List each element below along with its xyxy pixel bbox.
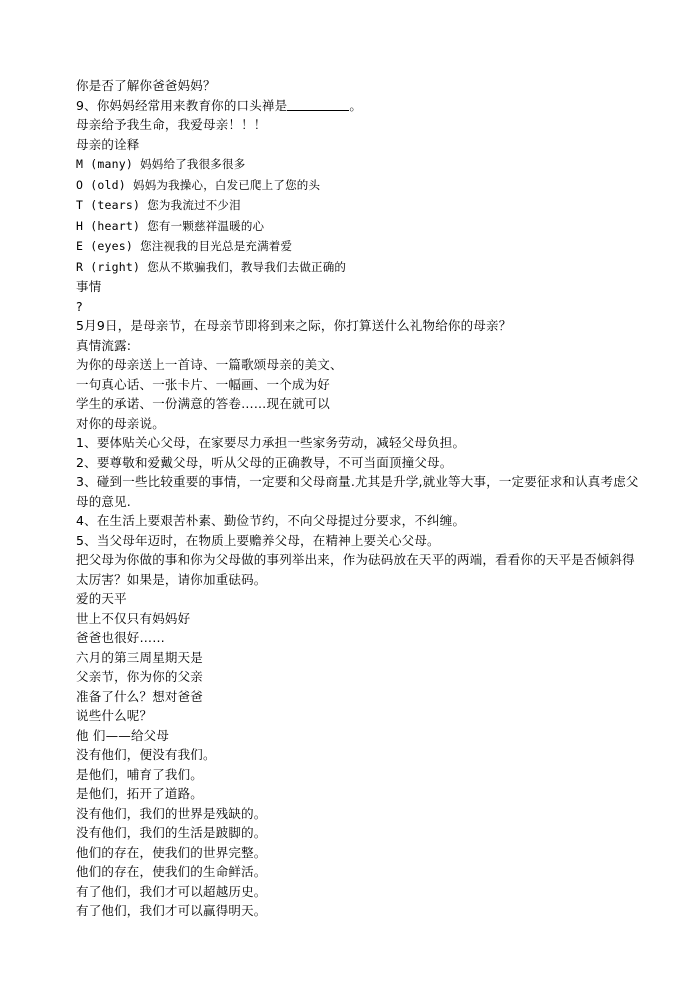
poem-line-5: 没有他们，我们的生活是跛脚的。 [76, 825, 267, 840]
acrostic-e [76, 236, 656, 257]
acrostic-h-text: H (heart) 您有一颗慈祥温暖的心 [76, 218, 265, 233]
gift-suggestion-4: 对你的母亲说。 [76, 415, 165, 431]
gift-suggestion-3: 学生的承诺、一份满意的答卷……现在就可以 [76, 396, 331, 411]
poem-title-them: 他 们——给父母 [76, 727, 170, 743]
question-9-text: 9、你妈妈经常用来教育你的口头禅是 [76, 97, 288, 113]
acrostic-m-text: M (many) 妈妈给了我很多很多 [76, 157, 246, 171]
question-9-end: 。 [349, 97, 363, 113]
acrostic-r [76, 257, 656, 278]
acrostic-h [76, 216, 656, 237]
document-page [76, 76, 656, 921]
balance-instruction: 把父母为你做的事和你为父母做的事列举出来，作为砝码放在天平的两端，看看你的天平是否倾斜得太厉害？如果是，请你加重砝码。 [76, 552, 635, 587]
question-mark-line: ? [76, 298, 83, 314]
love-mother-line: 母亲给予我生命，我爱母亲！！！ [76, 117, 267, 132]
heading-know-parents: 你是否了解你爸爸妈妈？ [76, 78, 216, 93]
acrostic-o [76, 175, 656, 196]
gift-suggestion-1: 为你的母亲送上一首诗、一篇歌颂母亲的美文、 [76, 357, 343, 372]
poem-line-9: 有了他们，我们才可以赢得明天。 [76, 903, 267, 918]
poem-line-1: 没有他们，便没有我们。 [76, 747, 216, 762]
sincere-expression-title: 真情流露: [76, 337, 132, 353]
balance-of-love-title: 爱的天平 [76, 591, 127, 606]
acrostic-r-text: R (right) 您从不欺骗我们，教导我们去做正确的 [76, 259, 347, 274]
poem-line-6: 他们的存在，使我们的世界完整。 [76, 844, 267, 860]
father-poem-line-2: 爸爸也很好…… [76, 630, 165, 645]
answer-blank[interactable] [287, 97, 349, 111]
father-poem-line-6: 说些什么呢？ [76, 708, 153, 723]
advice-item-4: 4、在生活上要艰苦朴素、勤俭节约，不向父母提过分要求，不纠缠。 [76, 513, 466, 528]
poem-line-2: 是他们，哺育了我们。 [76, 766, 204, 782]
father-poem-line-3: 六月的第三周星期天是 [76, 649, 204, 665]
advice-item-1: 1、要体贴关心父母，在家要尽力承担一些家务劳动，减轻父母负担。 [76, 435, 466, 450]
father-poem-line-5: 准备了什么？想对爸爸 [76, 688, 204, 704]
poem-line-8: 有了他们，我们才可以超越历史。 [76, 883, 267, 899]
acrostic-continuation: 事情 [76, 279, 102, 294]
acrostic-m [76, 154, 656, 175]
question-9 [76, 96, 656, 116]
advice-item-5: 5、当父母年迈时，在物质上要赡养父母，在精神上要关心父母。 [76, 532, 440, 548]
poem-line-7: 他们的存在，使我们的生命鲜活。 [76, 864, 267, 879]
poem-line-4: 没有他们，我们的世界是残缺的。 [76, 805, 267, 821]
father-poem-line-1: 世上不仅只有妈妈好 [76, 610, 191, 626]
acrostic-t [76, 195, 656, 216]
father-poem-line-4: 父亲节，你为你的父亲 [76, 669, 204, 684]
mother-interpretation-title: 母亲的诠释 [76, 136, 140, 152]
acrostic-t-text: T (tears) 您为我流过不少泪 [76, 198, 241, 212]
mothers-day-question: 5月9日，是母亲节，在母亲节即将到来之际，你打算送什么礼物给你的母亲？ [76, 318, 512, 333]
acrostic-o-text: O (old) 妈妈为我操心，白发已爬上了您的头 [76, 177, 321, 192]
advice-item-2: 2、要尊敬和爱戴父母，听从父母的正确教导，不可当面顶撞父母。 [76, 454, 453, 470]
gift-suggestion-2: 一句真心话、一张卡片、一幅画、一个成为好 [76, 376, 331, 392]
poem-line-3: 是他们，拓开了道路。 [76, 786, 204, 801]
acrostic-e-text: E (eyes) 您注视我的目光总是充满着爱 [76, 239, 293, 253]
advice-item-3: 3、碰到一些比较重要的事情，一定要和父母商量.尤其是升学,就业等大事，一定要征求和认真考虑父母的意见. [76, 474, 639, 509]
